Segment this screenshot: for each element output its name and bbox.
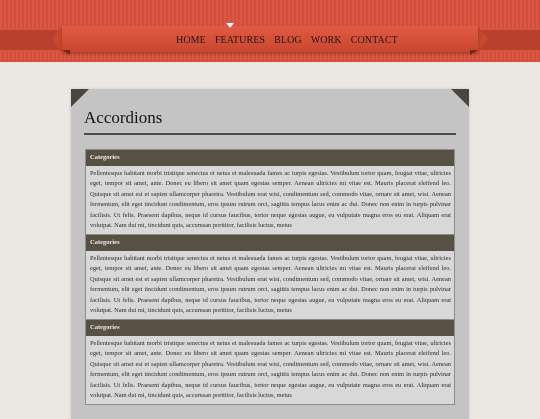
accordion-body: Pellentesque habitant morbi tristique senectus et netus et malesuada fames ac turpis egestas. Vestibulum tortor quam, feugiat vitae, ultricies eget, tempor sit amet, ante. Donec eu libero sit amet quam egestas semper. Aenean ultricies mi vitae est. Mauris placerat eleifend leo. Quisque sit amet est et sapien ullamcorper pharetra. Vestibulum erat wisi, condimentum sed, commodo vitae, ornare sit amet, wisi. Aenean fermentum, elit eget tincidunt condimentum, eros ipsum rutrum orci, sagittis tempus lacus enim ac dui. Donec non enim in turpis pulvinar facilisis. Ut felis. Praesent dapibus, neque id cursus faucibus, tortor neque egestas augue, eu vulputate magna eros eu erat. Aliquam erat volutpat. Nam dui mi, tincidunt quis, accumsan porttitor, facilisis luctus, metus	[86, 166, 454, 234]
nav-item-features[interactable]: FEATURES	[214, 34, 266, 46]
active-indicator-icon	[226, 23, 234, 28]
corner-tab-right	[451, 89, 469, 107]
ribbon-left-tail	[52, 26, 62, 52]
page-title: Accordions	[84, 108, 163, 127]
site-header	[0, 0, 540, 62]
accordion-body: Pellentesque habitant morbi tristique senectus et netus et malesuada fames ac turpis egestas. Vestibulum tortor quam, feugiat vitae, ultricies eget, tempor sit amet, ante. Donec eu libero sit amet quam egestas semper. Aenean ultricies mi vitae est. Mauris placerat eleifend leo. Quisque sit amet est et sapien ullamcorper pharetra. Vestibulum erat wisi, condimentum sed, commodo vitae, ornare sit amet, wisi. Aenean fermentum, elit eget tincidunt condimentum, eros ipsum rutrum orci, sagittis tempus lacus enim ac dui. Donec non enim in turpis pulvinar facilisis. Ut felis. Praesent dapibus, neque id cursus faucibus, tortor neque egestas augue, eu vulputate magna eros eu erat. Aliquam erat volutpat. Nam dui mi, tincidunt quis, accumsan porttitor, facilisis luctus, metus	[86, 251, 454, 319]
accordion-header[interactable]: Categories	[86, 150, 454, 166]
accordion-item	[85, 319, 455, 405]
accordion-item	[85, 149, 455, 234]
main-nav	[176, 33, 398, 47]
accordion-header[interactable]: Categories	[86, 320, 454, 336]
ribbon-fold-left	[62, 50, 70, 55]
accordion-header[interactable]: Categories	[86, 235, 454, 251]
ribbon-fold-right	[470, 50, 478, 55]
content-card	[71, 89, 469, 419]
nav-item-work[interactable]: WORK	[310, 34, 342, 46]
nav-item-blog[interactable]: BLOG	[274, 34, 302, 46]
ribbon-right-tail	[478, 26, 488, 52]
corner-tab-left	[71, 89, 89, 107]
accordion-body: Pellentesque habitant morbi tristique senectus et netus et malesuada fames ac turpis egestas. Vestibulum tortor quam, feugiat vitae, ultricies eget, tempor sit amet, ante. Donec eu libero sit amet quam egestas semper. Aenean ultricies mi vitae est. Mauris placerat eleifend leo. Quisque sit amet est et sapien ullamcorper pharetra. Vestibulum erat wisi, condimentum sed, commodo vitae, ornare sit amet, wisi. Aenean fermentum, elit eget tincidunt condimentum, eros ipsum rutrum orci, sagittis tempus lacus enim ac dui. Donec non enim in turpis pulvinar facilisis. Ut felis. Praesent dapibus, neque id cursus faucibus, tortor neque egestas augue, eu vulputate magna eros eu erat. Aliquam erat volutpat. Nam dui mi, tincidunt quis, accumsan porttitor, facilisis luctus, metus	[86, 336, 454, 404]
accordion	[85, 149, 455, 405]
nav-item-home[interactable]: HOME	[176, 34, 206, 46]
nav-item-contact[interactable]: CONTACT	[350, 34, 398, 46]
accordion-item	[85, 234, 455, 319]
title-divider	[84, 133, 456, 135]
